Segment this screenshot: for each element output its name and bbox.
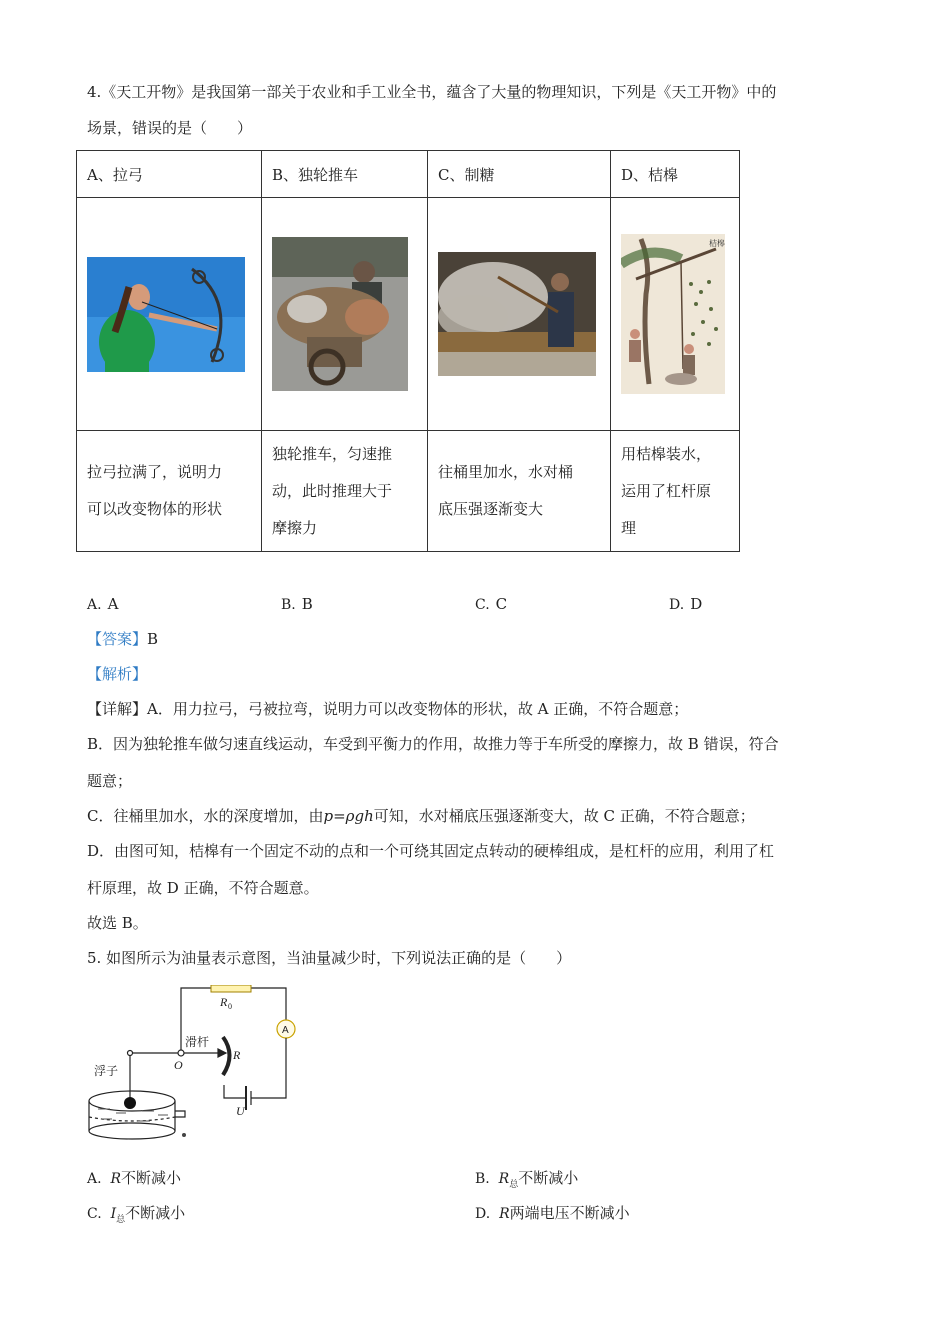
q4-option-c[interactable]: C. C — [475, 595, 508, 613]
cell-desc-d: 用桔槔装水， 运用了杠杆原 理 — [611, 431, 740, 552]
q5-option-c[interactable]: C. $I_总$不断减小 — [87, 1204, 186, 1225]
detail-line-2: B．因为独轮推车做匀速直线运动，车受到平衡力的作用，故推力等于车所受的摩擦力，故 B 错误，符合 — [87, 735, 779, 753]
q4-option-b[interactable]: B. B — [281, 595, 313, 613]
sugar-making-image — [438, 252, 596, 376]
header-c: C、制糖 — [428, 151, 611, 198]
r0-subscript: 0 — [228, 1002, 232, 1011]
pressure-formula: p=ρgh — [323, 807, 374, 825]
cell-image-a — [77, 198, 262, 431]
detail-line-3: 题意； — [87, 772, 133, 790]
answer-value: B — [147, 630, 159, 648]
q4-option-a[interactable]: A. A — [87, 595, 119, 613]
header-d: D、桔槔 — [611, 151, 740, 198]
q5-stem: 5. 如图所示为油量表示意图，当油量减少时，下列说法正确的是（ ） — [87, 949, 572, 967]
header-a: A、拉弓 — [77, 151, 262, 198]
wheelbarrow-image — [272, 237, 408, 391]
analysis-label: 【解析】 — [87, 665, 148, 683]
q5-option-a[interactable]: A. R不断减小 — [87, 1169, 182, 1187]
cell-desc-b: 独轮推车，匀速推 动，此时推理大于 摩擦力 — [262, 431, 428, 552]
pivot-label: O — [174, 1058, 183, 1072]
detail-line-4: C．往桶里加水，水的深度增加，由p=ρgh可知，水对桶底压强逐渐变大，故 C 正确，不符合题意； — [87, 807, 755, 825]
cell-image-d — [611, 198, 740, 431]
q4-table — [76, 150, 740, 552]
archer-image — [87, 257, 245, 372]
ammeter-label: A — [282, 1025, 289, 1036]
q4-stem-line1: 4.《天工开物》是我国第一部关于农业和手工业全书，蕴含了大量的物理知识，下列是《天工开物》中的 — [87, 83, 777, 101]
q4-option-d[interactable]: D. D — [669, 595, 703, 613]
lever-label: 滑杆 — [185, 1035, 210, 1049]
svg-text:桔槔: 桔槔 — [709, 239, 725, 248]
detail-line-5: D．由图可知，桔槔有一个固定不动的点和一个可绕其固定点转动的硬棒组成，是杠杆的应用，利用了杠 — [87, 842, 775, 860]
shadoof-image — [621, 234, 725, 394]
r0-label: R — [220, 995, 228, 1009]
conclusion: 故选 B。 — [87, 914, 148, 932]
oil-gauge-circuit-diagram — [86, 985, 316, 1145]
cell-image-b — [262, 198, 428, 431]
cell-image-c — [428, 198, 611, 431]
answer-line — [87, 629, 158, 649]
float-label: 浮子 — [94, 1064, 119, 1078]
rheostat-label: R — [233, 1048, 241, 1062]
cell-desc-c: 往桶里加水，水对桶 底压强逐渐变大 — [428, 431, 611, 552]
detail-line-1: 【详解】A．用力拉弓，弓被拉弯，说明力可以改变物体的形状，故 A 正确，不符合题意； — [87, 700, 689, 718]
cell-desc-a: 拉弓拉满了，说明力 可以改变物体的形状 — [77, 431, 262, 552]
q4-stem-line2: 场景，错误的是（ ） — [87, 119, 253, 137]
header-b: B、独轮推车 — [262, 151, 428, 198]
q5-option-b[interactable]: B. $R_总$不断减小 — [475, 1169, 579, 1190]
answer-label: 【答案】 — [87, 630, 148, 648]
q5-option-d[interactable]: D. R两端电压不断减小 — [475, 1204, 630, 1222]
detail-line-6: 杆原理，故 D 正确，不符合题意。 — [87, 879, 319, 897]
voltage-label: U — [236, 1104, 245, 1118]
